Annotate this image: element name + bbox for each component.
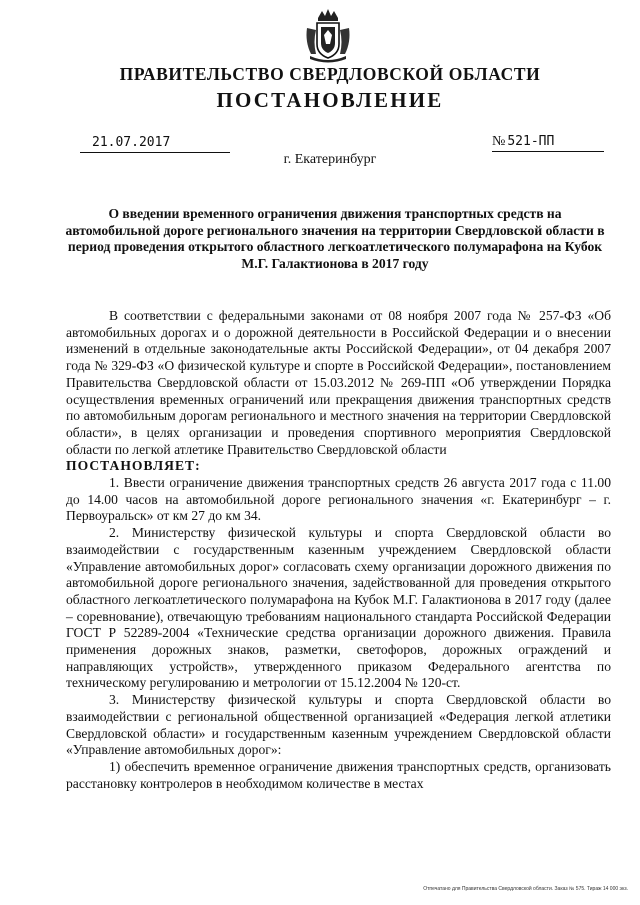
- sverdlovsk-coat-of-arms-icon: [304, 8, 352, 64]
- item-3-1-paragraph: 1) обеспечить временное ограничение движения транспортных средств, организовать расстановку контролеров в необходимом количестве в местах: [66, 758, 611, 791]
- document-subject: О введении временного ограничения движения транспортных средств на автомобильной дороге регионального значения на территории Свердловской области в период проведения открытого областного легкоатлетического полумарафона на Кубок М.Г. Галактионова в 2017 году: [65, 206, 605, 271]
- government-name: ПРАВИТЕЛЬСТВО СВЕРДЛОВСКОЙ ОБЛАСТИ: [119, 64, 541, 84]
- document-date: 21.07.2017: [80, 135, 230, 153]
- number-value: 521-ПП: [507, 134, 555, 149]
- item-1-paragraph: 1. Ввести ограничение движения транспортных средств 26 августа 2017 года с 11.00 до 14.00 часов на автомобильной дороге регионального значения «г. Екатеринбург – г. Первоуральск» от км 27 до км 34.: [66, 475, 611, 524]
- item-3-paragraph: 3. Министерству физической культуры и спорта Свердловской области во взаимодействии с региональной общественной организацией «Федерация легкой атлетики Свердловской области» и государственным казенным учреждением Свердловской области «Управление автомобильных дорог»:: [66, 692, 611, 758]
- document-number: [492, 134, 604, 152]
- document-type: ПОСТАНОВЛЕНИЕ: [216, 88, 444, 112]
- city: г. Екатеринбург: [283, 152, 377, 167]
- item-2-paragraph: 2. Министерству физической культуры и спорта Свердловской области во взаимодействии с государственным казенным учреждением Свердловской области «Управление автомобильных дорог» согласовать схему организации дорожного движения по автомобильной дороге регионального значения, задействованной для проведения открытого областного легкоатлетического полумарафона на Кубок М.Г. Галактионова в 2017 году (далее – соревнование), отвечающую требованиям национального стандарта Российской Федерации ГОСТ Р 52289-2004 «Технические средства организации дорожного движения. Правила применения дорожных знаков, разметки, светофоров, дорожных ограждений и направляющих устройств», утвержденного приказом Федерального агентства по техническому регулированию и метрологии от 15.12.2004 № 120-ст.: [66, 525, 611, 691]
- document-body: [66, 308, 611, 792]
- number-prefix: №: [492, 134, 506, 149]
- resolves-heading: ПОСТАНОВЛЯЕТ:: [66, 458, 201, 474]
- print-note: Отпечатано для Правительства Свердловской области. Заказ № 575. Тираж 14 000 экз.: [423, 886, 628, 892]
- preamble-paragraph: В соответствии с федеральными законами от 08 ноября 2007 года № 257-ФЗ «Об автомобильных дорогах и о дорожной деятельности в Российской Федерации и о внесении изменений в отдельные законодательные акты Российской Федерации», от 04 декабря 2007 года № 329-ФЗ «О физической культуре и спорте в Российской Федерации», постановлением Правительства Свердловской области от 15.03.2012 № 269-ПП «Об утверждении Порядка осуществления временных ограничений или прекращения движения транспортных средств по автомобильным дорогам регионального и местного значения на территории Свердловской области», в целях организации и проведения спортивного мероприятия Свердловской области по легкой атлетике Правительство Свердловской области: [66, 308, 611, 457]
